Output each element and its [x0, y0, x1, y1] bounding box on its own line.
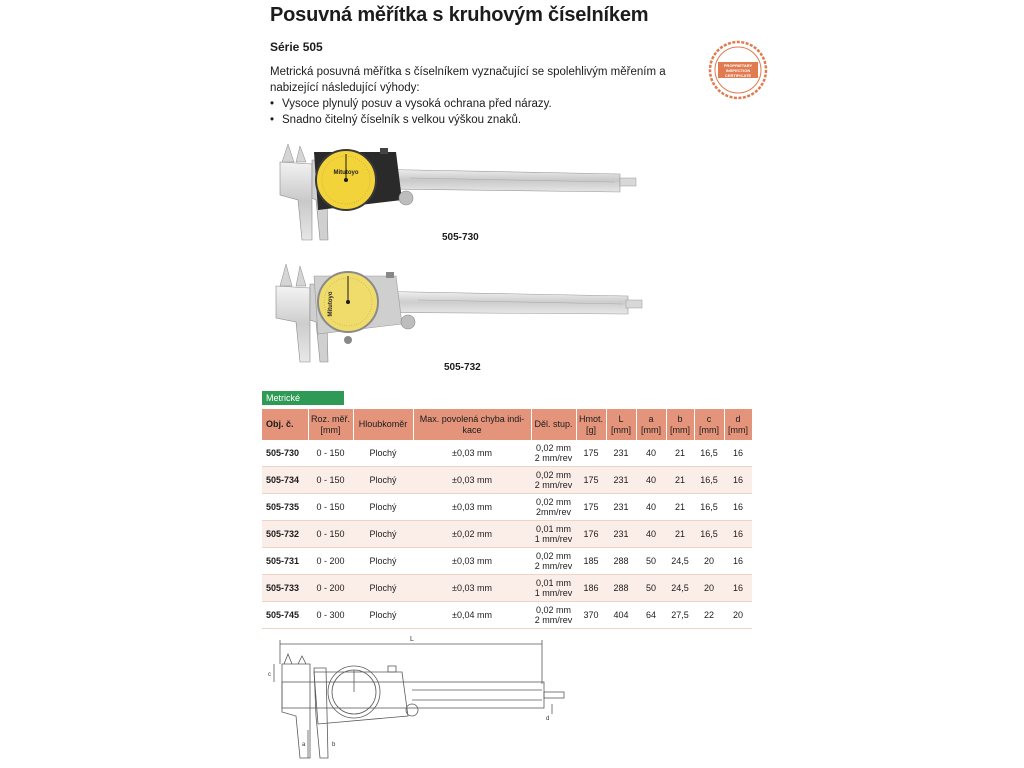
cell-c: 16,5: [694, 467, 724, 494]
cell-max-error: ±0,03 mm: [413, 548, 531, 575]
cell-order-no: 505-734: [262, 467, 308, 494]
table-row: [262, 602, 752, 629]
cell-max-error: ±0,04 mm: [413, 602, 531, 629]
cell-d: 16: [724, 548, 752, 575]
table-header-row: [262, 409, 752, 440]
cell-L: 288: [606, 548, 636, 575]
cell-order-no: 505-735: [262, 494, 308, 521]
cell-a: 40: [636, 494, 666, 521]
table-row: [262, 521, 752, 548]
dial-brand-text: Mitutoyo: [328, 291, 334, 317]
cell-b: 21: [666, 494, 694, 521]
cell-order-no: 505-732: [262, 521, 308, 548]
caliper-dimension-drawing: [262, 634, 582, 768]
cell-order-no: 505-733: [262, 575, 308, 602]
cell-d: 16: [724, 575, 752, 602]
intro-text: Metrická posuvná měřítka s číselníkem vyznačující se spolehlivým měřením a nabizející následující výhody:: [270, 66, 666, 94]
cell-range: 0 - 200: [308, 575, 353, 602]
cell-graduation: 0,02 mm 2 mm/rev: [531, 548, 576, 575]
table-row: [262, 548, 752, 575]
page-title: Posuvná měřítka s kruhovým číselníkem: [270, 4, 649, 26]
cell-depth: Plochý: [353, 467, 413, 494]
cell-weight: 176: [576, 521, 606, 548]
table-row: [262, 440, 752, 467]
cell-range: 0 - 150: [308, 467, 353, 494]
cell-weight: 175: [576, 494, 606, 521]
cell-depth: Plochý: [353, 602, 413, 629]
feature-item: • Vysoce plynulý posuv a vysoká ochrana před nárazy.: [270, 96, 552, 112]
cell-weight: 370: [576, 602, 606, 629]
cell-weight: 186: [576, 575, 606, 602]
cell-range: 0 - 150: [308, 494, 353, 521]
cell-graduation: 0,02 mm 2 mm/rev: [531, 467, 576, 494]
cell-max-error: ±0,02 mm: [413, 521, 531, 548]
col-header-range: Roz. měř. [mm]: [308, 409, 353, 440]
dim-label-d: d: [546, 716, 550, 722]
cell-a: 50: [636, 575, 666, 602]
cell-c: 20: [694, 575, 724, 602]
col-header-order-no: Obj. č.: [262, 409, 308, 440]
table-row: [262, 575, 752, 602]
cell-L: 288: [606, 575, 636, 602]
cell-d: 16: [724, 467, 752, 494]
cell-order-no: 505-730: [262, 440, 308, 467]
caliper-505-732-image: [268, 262, 648, 364]
feature-list: [270, 96, 552, 128]
table-category-tag: Metrické: [262, 391, 344, 405]
cell-L: 231: [606, 494, 636, 521]
table-row: [262, 494, 752, 521]
dim-label-c: c: [268, 672, 271, 678]
cell-a: 40: [636, 521, 666, 548]
col-header-max-error: Max. povolená chyba indi- kace: [413, 409, 531, 440]
col-header-b: b [mm]: [666, 409, 694, 440]
cell-c: 20: [694, 548, 724, 575]
cell-b: 24,5: [666, 548, 694, 575]
cell-depth: Plochý: [353, 494, 413, 521]
cell-weight: 185: [576, 548, 606, 575]
spec-table: [262, 409, 753, 629]
cell-range: 0 - 150: [308, 521, 353, 548]
model-label: 505-732: [444, 362, 481, 373]
cell-b: 21: [666, 521, 694, 548]
col-header-depth: Hloubkoměr: [353, 409, 413, 440]
model-label: 505-730: [442, 232, 479, 243]
cell-max-error: ±0,03 mm: [413, 494, 531, 521]
cell-a: 64: [636, 602, 666, 629]
cell-d: 16: [724, 494, 752, 521]
cell-order-no: 505-745: [262, 602, 308, 629]
seal-text-2: INSPECTION: [725, 68, 751, 73]
cell-b: 24,5: [666, 575, 694, 602]
cell-graduation: 0,01 mm 1 mm/rev: [531, 575, 576, 602]
cell-max-error: ±0,03 mm: [413, 575, 531, 602]
dial-brand-text: Mitutoyo: [333, 170, 359, 176]
cell-range: 0 - 150: [308, 440, 353, 467]
cell-graduation: 0,02 mm 2 mm/rev: [531, 602, 576, 629]
cell-a: 40: [636, 440, 666, 467]
cell-max-error: ±0,03 mm: [413, 440, 531, 467]
cell-a: 40: [636, 467, 666, 494]
cell-c: 16,5: [694, 521, 724, 548]
cell-L: 404: [606, 602, 636, 629]
table-row: [262, 467, 752, 494]
cell-max-error: ±0,03 mm: [413, 467, 531, 494]
col-header-d: d [mm]: [724, 409, 752, 440]
caliper-505-730-image: [270, 140, 645, 245]
cell-c: 22: [694, 602, 724, 629]
cell-d: 20: [724, 602, 752, 629]
dim-label-a: a: [302, 742, 306, 748]
cell-order-no: 505-731: [262, 548, 308, 575]
cell-depth: Plochý: [353, 548, 413, 575]
cell-d: 16: [724, 521, 752, 548]
cell-L: 231: [606, 521, 636, 548]
cell-L: 231: [606, 467, 636, 494]
seal-text-3: CERTIFICATE: [724, 73, 752, 78]
cell-b: 21: [666, 440, 694, 467]
cell-c: 16,5: [694, 440, 724, 467]
cell-depth: Plochý: [353, 521, 413, 548]
dim-label-b: b: [332, 742, 336, 748]
cell-graduation: 0,01 mm 1 mm/rev: [531, 521, 576, 548]
cell-depth: Plochý: [353, 440, 413, 467]
col-header-graduation: Děl. stup.: [531, 409, 576, 440]
col-header-L: L [mm]: [606, 409, 636, 440]
feature-item: • Snadno čitelný číselník s velkou výškou znaků.: [270, 112, 552, 128]
cell-c: 16,5: [694, 494, 724, 521]
certificate-seal-icon: [708, 40, 768, 100]
cell-depth: Plochý: [353, 575, 413, 602]
col-header-c: c [mm]: [694, 409, 724, 440]
seal-text-1: PROPRIETARY: [723, 63, 753, 68]
cell-graduation: 0,02 mm 2mm/rev: [531, 494, 576, 521]
cell-L: 231: [606, 440, 636, 467]
cell-a: 50: [636, 548, 666, 575]
cell-b: 27,5: [666, 602, 694, 629]
series-subtitle: Série 505: [270, 40, 323, 54]
cell-range: 0 - 200: [308, 548, 353, 575]
cell-range: 0 - 300: [308, 602, 353, 629]
cell-d: 16: [724, 440, 752, 467]
cell-weight: 175: [576, 467, 606, 494]
cell-weight: 175: [576, 440, 606, 467]
col-header-weight: Hmot. [g]: [576, 409, 606, 440]
dim-label-L: L: [410, 636, 414, 643]
cell-graduation: 0,02 mm 2 mm/rev: [531, 440, 576, 467]
cell-b: 21: [666, 467, 694, 494]
col-header-a: a [mm]: [636, 409, 666, 440]
